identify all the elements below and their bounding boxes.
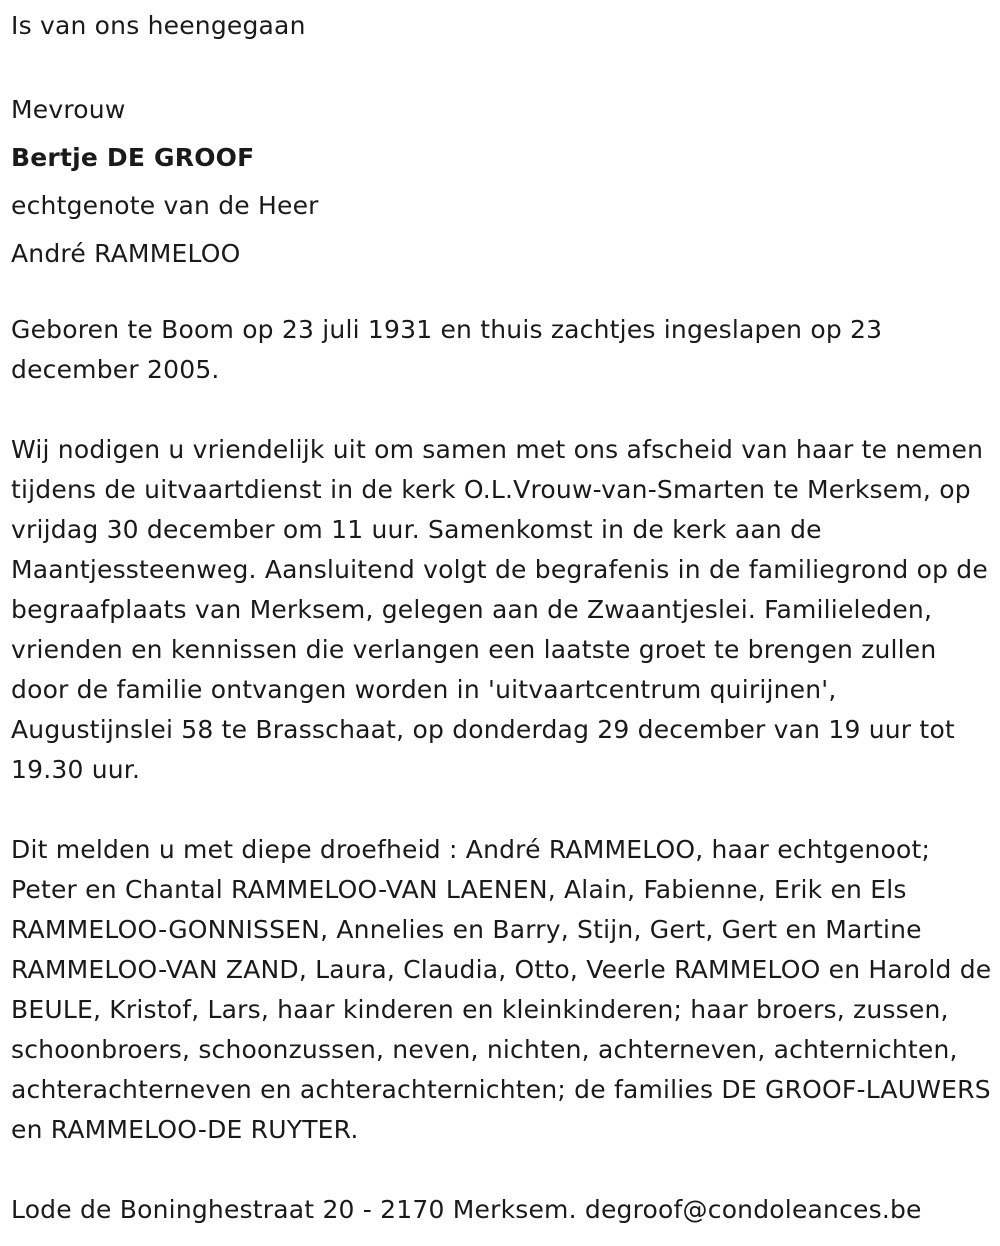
mourners-paragraph: Dit melden u met diepe droefheid : André RAMMELOO, haar echtgenoot; Peter en Chantal RAMMELOO-VAN LAENEN, Alain, Fabienne, Erik en Els RAMMELOO-GONNISSEN, Annelies en Barry, Stijn, Gert, Gert en Martine RAMMELOO-VAN ZAND, Laura, Claudia, Otto, Veerle RAMMELOO en Harold de BEULE, Kristof, Lars, haar kinderen en kleinkinderen; haar broers, zussen, schoonbroers, schoonzussen, neven, nichten, achterneven, achternichten, achterachterneven en achterachternichten; de families DE GROOF-LAUWERS en RAMMELOO-DE RUYTER. — [11, 835, 992, 1144]
birth-death-paragraph: Geboren te Boom op 23 juli 1931 en thuis zachtjes ingeslapen op 23 december 2005. — [11, 315, 883, 384]
salutation: Mevrouw — [11, 95, 126, 124]
intro-text: Is van ons heengegaan — [11, 11, 306, 40]
address-line: Lode de Boninghestraat 20 - 2170 Merksem. degroof@condoleances.be — [11, 1195, 922, 1224]
deceased-name: Bertje DE GROOF — [11, 143, 255, 172]
spacer — [11, 790, 995, 830]
relation-text: echtgenote van de Heer — [11, 191, 319, 220]
spouse-name: André RAMMELOO — [11, 239, 241, 268]
invitation-paragraph: Wij nodigen u vriendelijk uit om samen met ons afscheid van haar te nemen tijdens de uitvaartdienst in de kerk O.L.Vrouw-van-Smarten te Merksem, op vrijdag 30 december om 11 uur. Samenkomst in de kerk aan de Maantjessteenweg. Aansluitend volgt de begrafenis in de familiegrond op de begraafplaats van Merksem, gelegen aan de Zwaantjeslei. Familieleden, vrienden en kennissen die verlangen een laatste groet te brengen zullen door de familie ontvangen worden in 'uitvaartcentrum quirijnen', Augustijnslei 58 te Brasschaat, op donderdag 29 december van 19 uur tot 19.30 uur. — [11, 435, 988, 784]
spacer — [11, 278, 995, 310]
spacer — [11, 390, 995, 430]
spacer — [11, 1150, 995, 1190]
death-notice — [11, 6, 995, 1230]
spacer — [11, 46, 995, 86]
